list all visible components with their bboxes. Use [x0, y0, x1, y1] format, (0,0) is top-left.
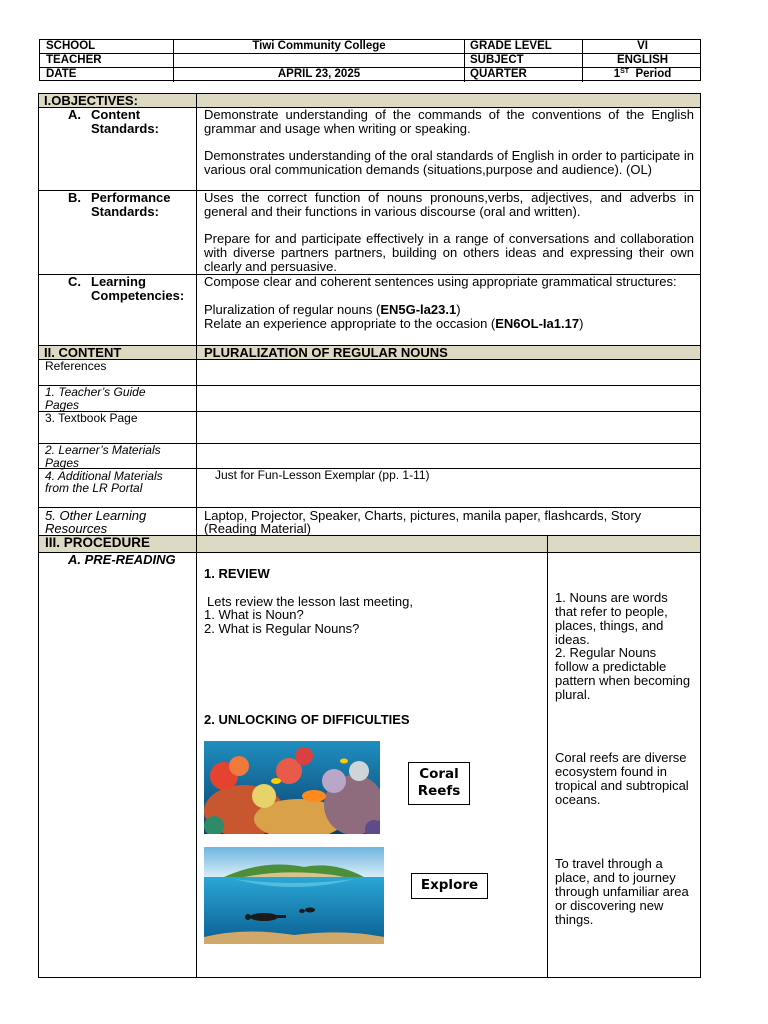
learners-materials-label: 2. Learner’s Materials [45, 443, 161, 457]
review-answer-1: 1. Nouns are words that refer to people, places, things, and ideas. [555, 590, 668, 647]
additional-materials-value: Just for Fun-Lesson Exemplar (pp. 1-11) [215, 468, 430, 482]
performance-standards-label: Performance [91, 190, 171, 205]
competency-1-close: ) [456, 302, 461, 317]
island-diver-photo-icon [204, 847, 384, 944]
other-resources-value-2: (Reading Material) [204, 521, 311, 536]
objectives-band [39, 94, 700, 107]
references-label: References [45, 359, 107, 373]
other-resources-value: Laptop, Projector, Speaker, Charts, pictures, manila paper, flashcards, Story [204, 508, 642, 523]
learning-competencies-label: Learning [91, 274, 146, 289]
content-standards-marker: A. [68, 107, 81, 122]
pre-reading-label: A. PRE-READING [68, 552, 176, 567]
competency-2-code: EN6OL-Ia1.17 [495, 316, 580, 331]
header-row-teacher [40, 53, 700, 67]
coral-reef-photo-icon [204, 741, 380, 834]
coral-reef-image [204, 741, 380, 834]
review-title: 1. REVIEW [204, 566, 270, 581]
school-label: SCHOOL [46, 40, 96, 52]
additional-materials-label: 4. Additional Materials [45, 469, 163, 483]
review-question-2: 2. What is Regular Nouns? [204, 621, 360, 636]
grade-level-value: VI [582, 40, 702, 53]
other-resources-label: 5. Other Learning [45, 508, 147, 523]
header-table [39, 39, 701, 81]
coral-reefs-definition: Coral reefs are diverse ecosystem found in tropical and subtropical oceans. [555, 750, 689, 807]
teachers-guide-label-2: Pages [45, 398, 80, 412]
grade-level-label: GRADE LEVEL [464, 40, 582, 53]
learning-competencies-marker: C. [68, 274, 81, 289]
review-question-1: 1. What is Noun? [204, 607, 304, 622]
school-value: Tiwi Community College [173, 40, 464, 53]
quarter-ordinal: ST [620, 68, 630, 75]
objectives-heading: I.OBJECTIVES: [44, 93, 138, 108]
performance-standards-text-2: Prepare for and participate effectively in a range of conversations and collaboration with diverse partners partners, building on others ideas and expressing their own clearly and persuasive. [204, 231, 694, 274]
subject-value: ENGLISH [582, 54, 702, 67]
textbook-label: 3. Textbook Page [45, 411, 138, 425]
header-row-date [40, 67, 700, 82]
content-standards-label: Content [91, 107, 141, 122]
content-standards-label-2: Standards: [91, 121, 159, 136]
explore-word: Explore [420, 877, 479, 893]
learning-competencies-text-3 [204, 317, 583, 331]
review-intro: Lets review the lesson last meeting, [207, 594, 413, 609]
performance-standards-text-1: Uses the correct function of nouns pronouns,verbs, adjectives, and adverbs in general and their functions in various discourse (oral and written). [204, 190, 694, 219]
other-resources-label-2: Resources [45, 521, 108, 536]
coral-reefs-word-line-1: Coral [419, 766, 459, 782]
subject-label: SUBJECT [464, 54, 582, 67]
competency-1-text: Pluralization of regular nouns ( [204, 302, 381, 317]
content-standards-text-1: Demonstrate understanding of the commands of the conventions of the English grammar and usage when writing or speaking. [204, 107, 694, 136]
quarter-value [582, 68, 702, 82]
learning-competencies-text-1: Compose clear and coherent sentences using appropriate grammatical structures: [204, 274, 677, 289]
explore-definition: To travel through a place, and to journey through unfamiliar area or discovering new things. [555, 856, 689, 927]
competency-1-code: EN5G-la23.1 [380, 302, 457, 317]
date-value: APRIL 23, 2025 [173, 68, 464, 82]
procedure-heading: III. PROCEDURE [45, 535, 151, 550]
learners-materials-label-2: Pages [45, 456, 80, 470]
answer-column-divider [547, 535, 548, 978]
review-answer-2: 2. Regular Nouns follow a predictable pattern when becoming plural. [555, 645, 691, 702]
explore-word-card [411, 873, 488, 899]
explore-image [204, 847, 384, 944]
teacher-value [173, 54, 464, 67]
competency-2-close: ) [579, 316, 584, 331]
coral-reefs-word-line-2: Reefs [417, 783, 461, 799]
learning-competencies-text-2 [204, 303, 461, 317]
content-heading: II. CONTENT [44, 345, 122, 360]
quarter-number: 1 [613, 68, 621, 80]
content-title: PLURALIZATION OF REGULAR NOUNS [204, 345, 448, 360]
teacher-label: TEACHER [46, 54, 102, 66]
competency-2-text: Relate an experience appropriate to the occasion ( [204, 316, 496, 331]
row-line [39, 411, 700, 412]
date-label: DATE [46, 68, 77, 80]
performance-standards-marker: B. [68, 190, 81, 205]
coral-reefs-word-card [408, 762, 470, 805]
content-standards-text-2: Demonstrates understanding of the oral standards of English in order to participate in various oral communication demands (situations,purpose and audience). (OL) [204, 148, 694, 177]
learning-competencies-label-2: Competencies: [91, 288, 185, 303]
quarter-label: QUARTER [464, 68, 582, 82]
lesson-plan-table [38, 93, 701, 978]
unlocking-title: 2. UNLOCKING OF DIFFICULTIES [204, 712, 410, 727]
performance-standards-label-2: Standards: [91, 204, 159, 219]
teachers-guide-label: 1. Teacher’s Guide [45, 385, 146, 399]
additional-materials-label-2: from the LR Portal [45, 481, 143, 495]
quarter-period: Period [635, 68, 672, 80]
column-divider [196, 94, 197, 978]
header-row-school [40, 40, 700, 53]
